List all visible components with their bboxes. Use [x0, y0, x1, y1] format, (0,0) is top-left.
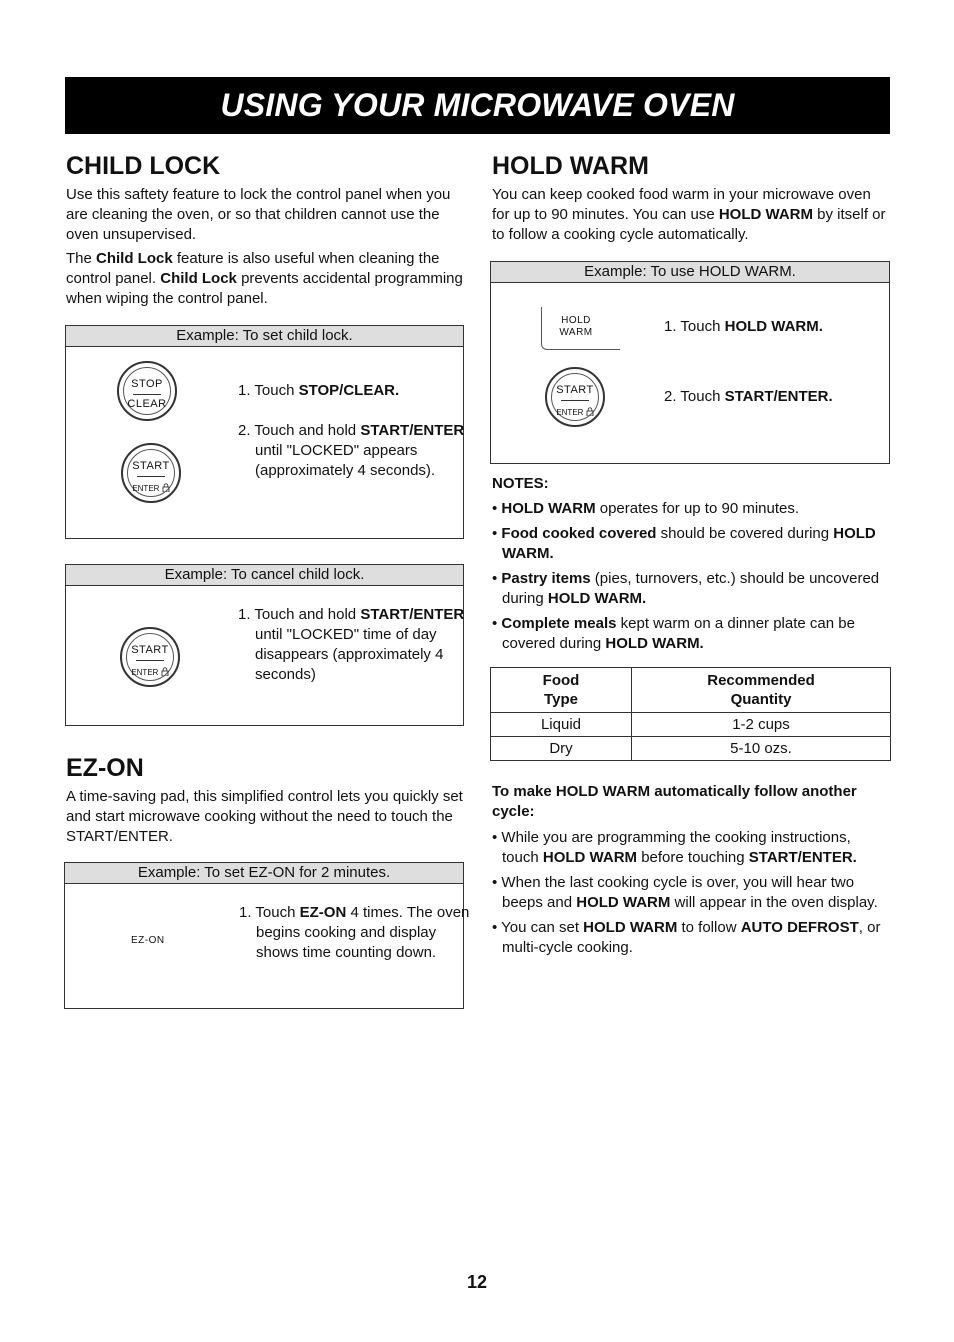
set-child-lock-example [65, 325, 464, 539]
note-item: • Food cooked covered should be covered during HOLD WARM. [492, 525, 876, 562]
ez-on-step-1: 1. Touch EZ-ON 4 times. The oven begins cooking and display shows time counting down. [239, 904, 470, 961]
hold-warm-button[interactable] [541, 307, 620, 350]
padlock-icon [162, 483, 170, 492]
button-divider [136, 660, 164, 661]
set-step-1: 1. Touch STOP/CLEAR. [238, 382, 400, 399]
cancel-step-1: 1. Touch and hold START/ENTER until "LOCKED" time of day disappears (approximately 4 seconds) [238, 606, 465, 683]
food-quantity-table [490, 667, 891, 761]
note-item: • Pastry items (pies, turnovers, etc.) should be uncovered during HOLD WARM. [492, 570, 880, 607]
page-banner [65, 77, 890, 134]
start-label: START [131, 644, 169, 656]
enter-label: ENTER [128, 483, 174, 493]
table-header-row [491, 668, 891, 713]
ez-on-intro: A time-saving pad, this simplified control lets you quickly set and start microwave cooking without the need to touch the START/ENTER. [66, 788, 463, 845]
auto-item: • While you are programming the cooking instructions, touch HOLD WARM before touching START/ENTER. [492, 829, 857, 866]
auto-title: To make HOLD WARM automatically follow another cycle: [492, 783, 857, 820]
table-row [491, 713, 891, 737]
page-title: USING YOUR MICROWAVE OVEN [220, 87, 735, 123]
stop-clear-button-ring [123, 367, 171, 415]
table-cell: 1-2 cups [632, 713, 891, 737]
child-lock-heading: CHILD LOCK [66, 152, 221, 180]
stop-clear-button[interactable] [117, 361, 177, 421]
clear-label: CLEAR [127, 398, 167, 410]
hold-warm-button-label: HOLD WARM [559, 315, 593, 338]
example-header: Example: To set child lock. [66, 326, 463, 347]
child-lock-para2: The Child Lock feature is also useful when cleaning the control panel. Child Lock prevents accidental programming when wiping the control panel. [66, 250, 463, 307]
start-label: START [132, 460, 170, 472]
hold-warm-intro: You can keep cooked food warm in your microwave oven for up to 90 minutes. You can use HOLD WARM by itself or to follow a cooking cycle automatically. [492, 186, 886, 243]
table-cell: Dry [491, 737, 632, 761]
start-enter-button-ring [126, 633, 174, 681]
hold-warm-step-2: 2. Touch START/ENTER. [664, 388, 833, 405]
table-header-quantity: Recommended Quantity [632, 668, 891, 713]
hold-warm-notes [492, 474, 887, 659]
auto-item: • When the last cooking cycle is over, you will hear two beeps and HOLD WARM will appear in the oven display. [492, 874, 878, 911]
note-item: • HOLD WARM operates for up to 90 minutes. [492, 500, 800, 517]
start-enter-button[interactable] [120, 627, 180, 687]
hold-warm-heading: HOLD WARM [492, 152, 649, 180]
example-header: Example: To use HOLD WARM. [491, 262, 889, 283]
set-step-2: 2. Touch and hold START/ENTER until "LOCKED" appears (approximately 4 seconds). [238, 422, 465, 479]
note-item: • Complete meals kept warm on a dinner plate can be covered during HOLD WARM. [492, 615, 855, 652]
stop-label: STOP [131, 378, 163, 390]
padlock-icon [161, 667, 169, 676]
example-header: Example: To cancel child lock. [66, 565, 463, 586]
button-divider [137, 476, 165, 477]
enter-label: ENTER [552, 407, 598, 417]
start-label: START [556, 384, 594, 396]
hold-warm-example [490, 261, 890, 464]
page-number: 12 [466, 1272, 488, 1292]
start-enter-button[interactable] [545, 367, 605, 427]
table-cell: 5-10 ozs. [632, 737, 891, 761]
start-enter-button[interactable] [121, 443, 181, 503]
enter-label: ENTER [127, 667, 173, 677]
table-row [491, 737, 891, 761]
button-divider [561, 400, 589, 401]
start-enter-button-ring [551, 373, 599, 421]
hold-warm-step-1: 1. Touch HOLD WARM. [664, 318, 823, 335]
hold-warm-auto-section [492, 782, 887, 963]
table-cell: Liquid [491, 713, 632, 737]
example-header: Example: To set EZ-ON for 2 minutes. [65, 863, 463, 884]
button-divider [133, 394, 161, 395]
padlock-icon [586, 407, 594, 416]
cancel-child-lock-example [65, 564, 464, 726]
ez-on-example [64, 862, 470, 1009]
notes-title: NOTES: [492, 475, 549, 492]
start-enter-button-ring [127, 449, 175, 497]
ez-on-button[interactable]: EZ-ON [131, 935, 165, 946]
auto-item: • You can set HOLD WARM to follow AUTO DEFROST, or multi-cycle cooking. [492, 919, 881, 956]
table-header-food-type: Food Type [491, 668, 632, 713]
child-lock-intro: Use this saftety feature to lock the control panel when you are cleaning the oven, or so that children cannot use the oven unsupervised. [66, 186, 451, 243]
ez-on-heading: EZ-ON [66, 754, 144, 782]
